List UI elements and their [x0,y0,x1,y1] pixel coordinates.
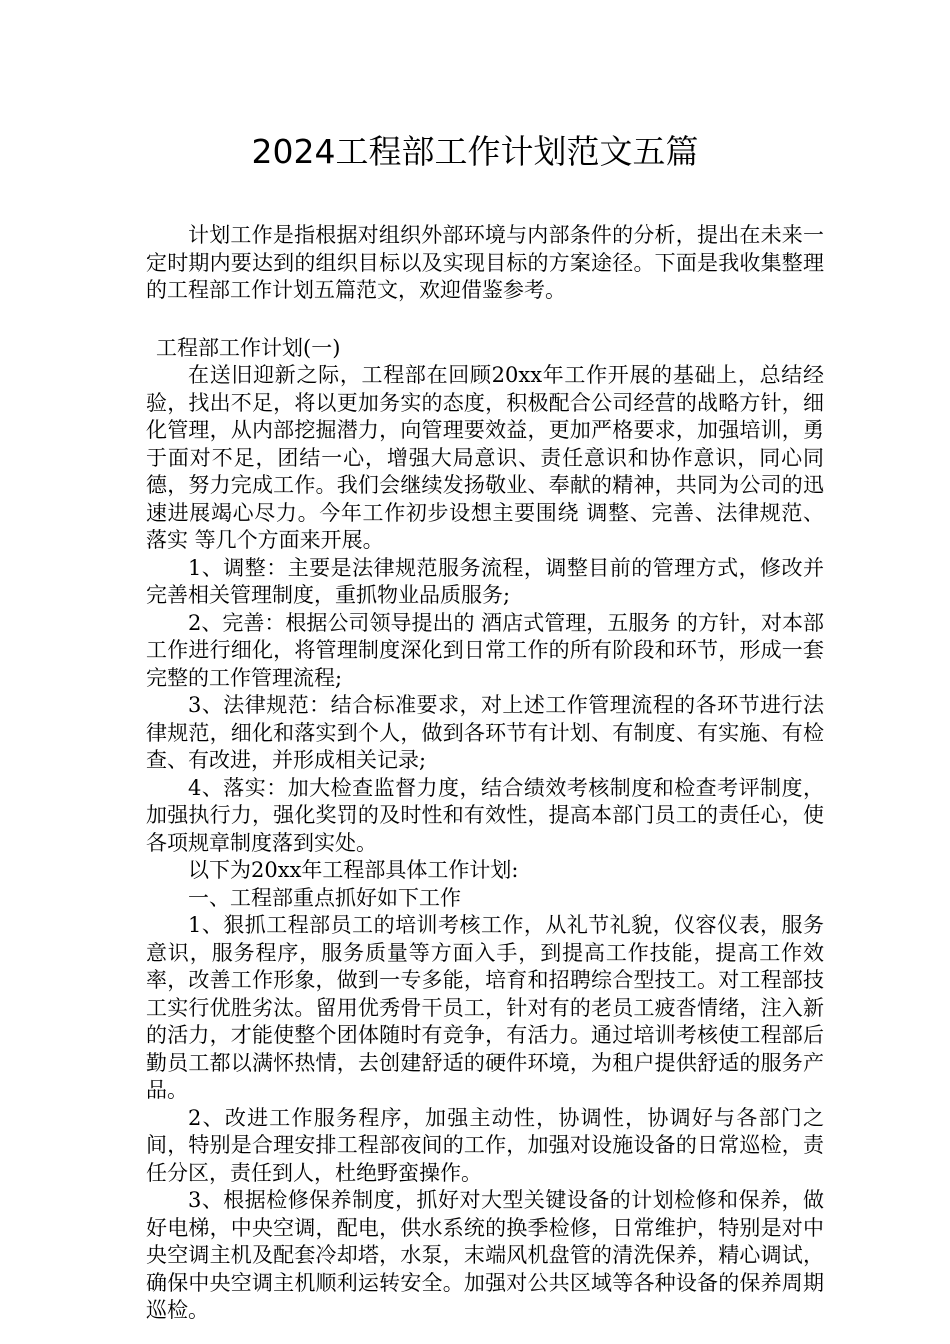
body-paragraph: 一、工程部重点抓好如下工作 [188,885,461,910]
document-title: 2024工程部工作计划范文五篇 [251,132,699,171]
body-paragraph: 4、落实：加大检查监督力度，结合绩效考核制度和检查考评制度，加强执行力，强化奖罚的及时性和有效性，提高本部门员工的责任心，使各项规章制度落到实处。 [146,775,824,855]
body-paragraph: 1、狠抓工程部员工的培训考核工作，从礼节礼貌，仪容仪表，服务意识，服务程序，服务质量等方面入手，到提高工作技能，提高工作效率，改善工作形象，做到一专多能，培育和招聘综合型技工。对工程部技工实行优胜劣汰。留用优秀骨干员工，针对有的老员工疲沓情绪，注入新的活力，才能使整个团体随时有竞争，有活力。通过培训考核使工程部后勤员工都以满怀热情，去创建舒适的硬件环境，为租户提供舒适的服务产品。 [146,913,824,1102]
spacer [146,305,824,335]
body-paragraph: 以下为20xx年工程部具体工作计划: [188,858,519,882]
body-paragraph: 3、法律规范：结合标准要求，对上述工作管理流程的各环节进行法律规范，细化和落实到个人，做到各环节有计划、有制度、有实施、有检查、有改进，并形成相关记录; [146,693,824,772]
section-heading: 工程部工作计划(一) [156,335,341,360]
body-paragraph: 1、调整：主要是法律规范服务流程，调整目前的管理方式，修改并完善相关管理制度，重抓物业品质服务; [146,555,824,607]
intro-paragraph: 计划工作是指根据对组织外部环境与内部条件的分析，提出在未来一定时期内要达到的组织目标以及实现目标的方案途径。下面是我收集整理的工程部工作计划五篇范文，欢迎借鉴参考。 [146,223,824,302]
body-paragraph: 2、改进工作服务程序，加强主动性，协调性，协调好与各部门之间，特别是合理安排工程部夜间的工作，加强对设施设备的日常巡检，责任分区，责任到人，杜绝野蛮操作。 [146,1105,824,1185]
document-body [146,222,824,1325]
body-paragraph: 2、完善：根据公司领导提出的 酒店式管理，五服务 的方针，对本部工作进行细化，将管理制度深化到日常工作的所有阶段和环节，形成一套完整的工作管理流程; [146,610,824,690]
body-paragraph: 在送旧迎新之际，工程部在回顾20xx年工作开展的基础上，总结经验，找出不足，将以更加务实的态度，积极配合公司经营的战略方针，细化管理，从内部挖掘潜力，向管理要效益，更加严格要求，加强培训，勇于面对不足，团结一心，增强大局意识、责任意识和协作意识，同心同德，努力完成工作。我们会继续发扬敬业、奉献的精神，共同为公司的迅速进展竭心尽力。今年工作初步设想主要围绕 调整、完善、法律规范、落实 等几个方面来开展。 [146,363,824,552]
body-paragraph: 3、根据检修保养制度，抓好对大型关键设备的计划检修和保养，做好电梯，中央空调，配电，供水系统的换季检修，日常维护，特别是对中央空调主机及配套冷却塔，水泵，末端风机盘管的清洗保养，精心调试，确保中央空调主机顺利运转安全。加强对公共区域等各种设备的保养周期巡检。 [146,1188,824,1322]
